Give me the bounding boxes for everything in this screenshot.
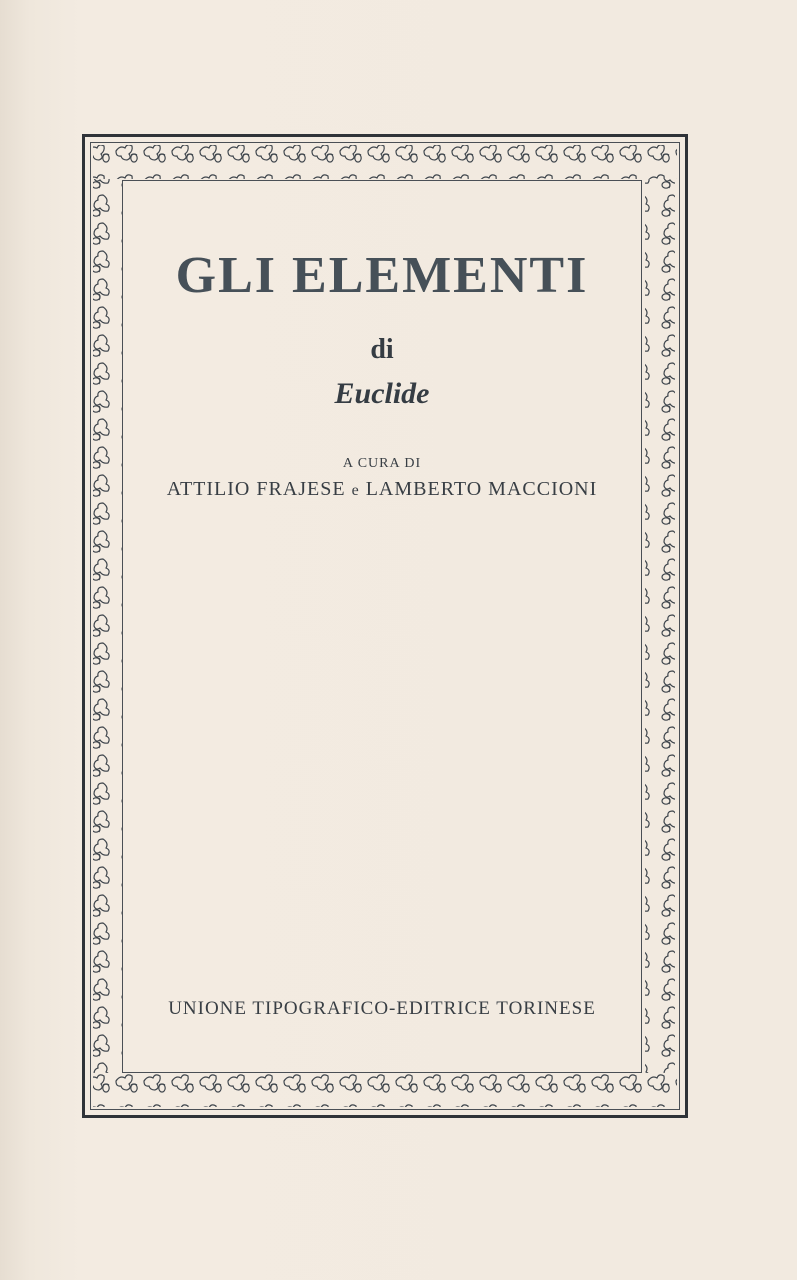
by-word: di: [370, 334, 394, 365]
inner-panel: [122, 180, 642, 1073]
editor-one: ATTILIO FRAJESE: [166, 478, 346, 500]
editors-line: [122, 478, 642, 501]
author-name: Euclide: [334, 377, 430, 410]
curated-by-label: A CURA DI: [342, 456, 422, 471]
editor-two: LAMBERTO MACCIONI: [365, 478, 598, 500]
publisher-name: UNIONE TIPOGRAFICO-EDITRICE TORINESE: [168, 998, 596, 1019]
book-title: GLI ELEMENTI: [175, 247, 589, 304]
editor-conjunction: e: [351, 482, 360, 499]
